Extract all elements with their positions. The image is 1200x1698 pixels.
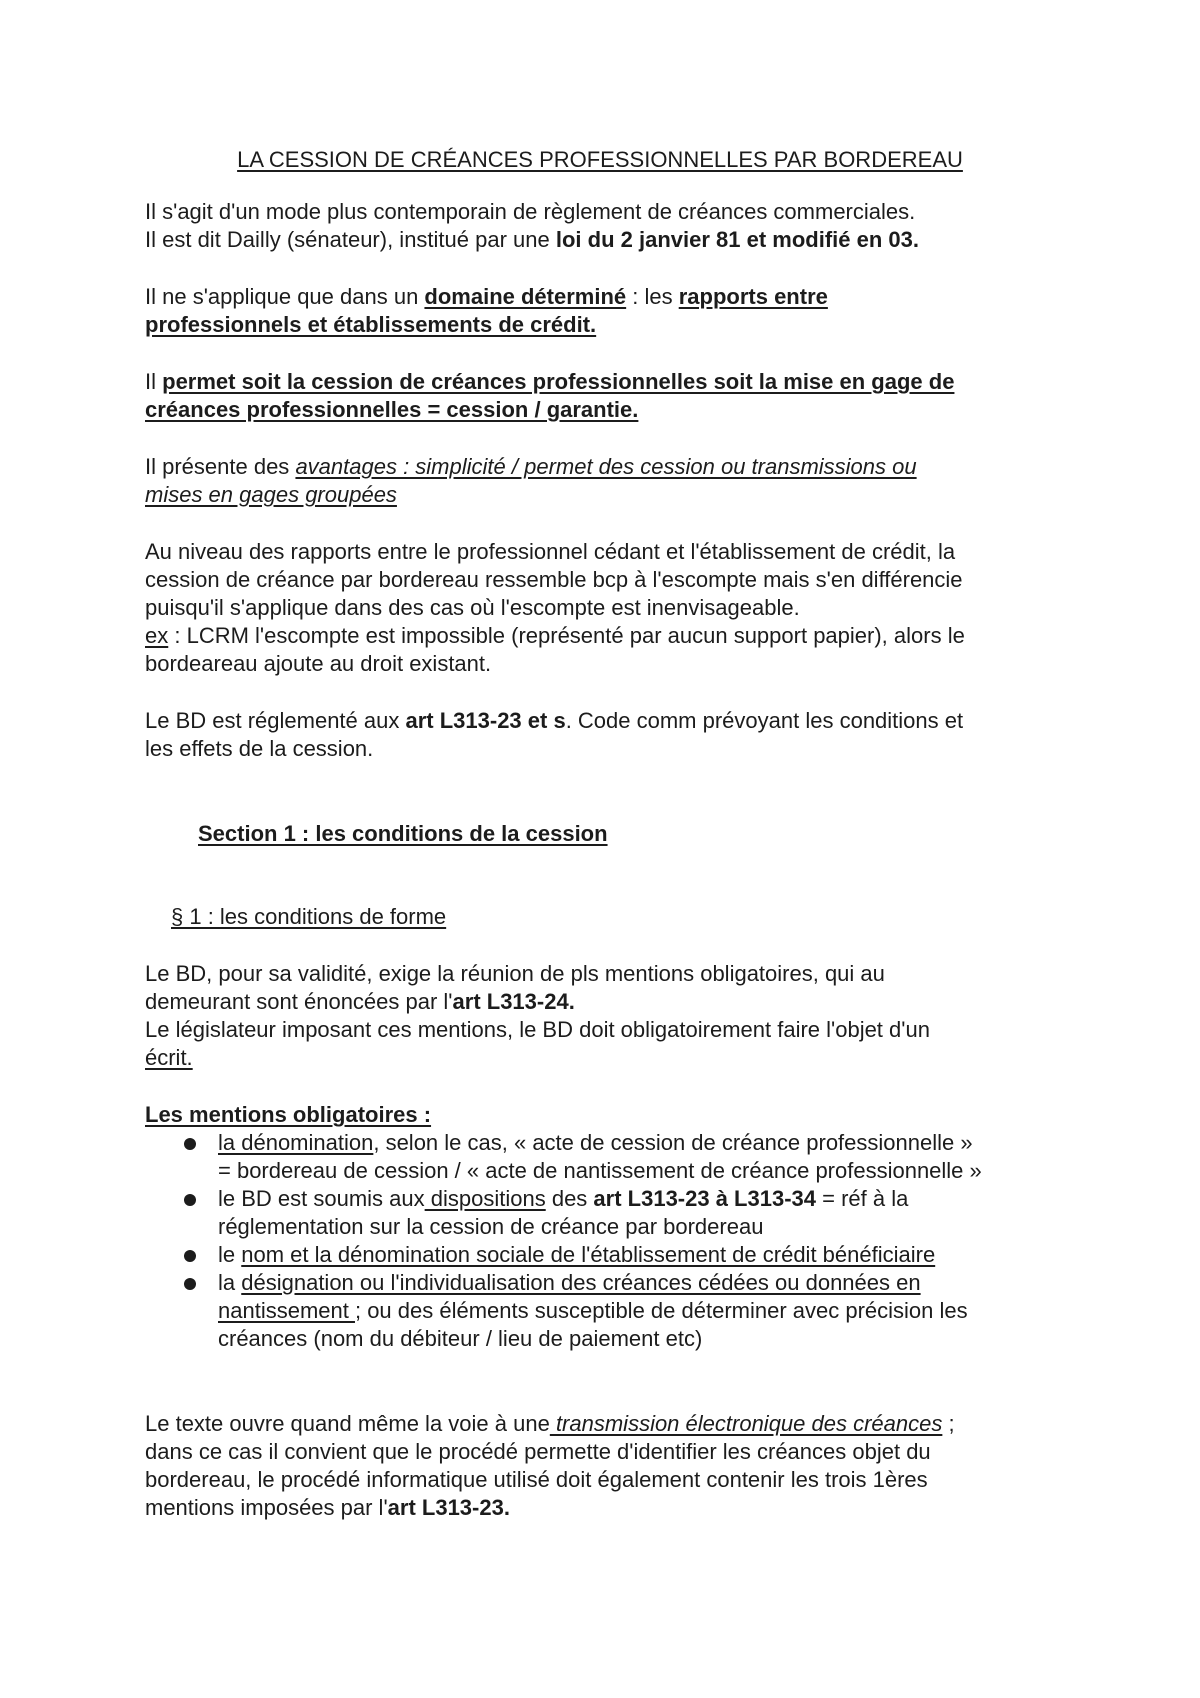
section-1-heading: Section 1 : les conditions de la cession	[198, 821, 608, 846]
mention-item-3: le nom et la dénomination sociale de l'établissement de crédit bénéficiaire	[218, 1242, 936, 1267]
texte-line-2: dans ce cas il convient que le procédé permette d'identifier les créances objet du	[145, 1439, 931, 1464]
permet-line-2: créances professionnelles = cession / garantie.	[145, 397, 639, 422]
forme-line-1: Le BD, pour sa validité, exige la réunion de pls mentions obligatoires, qui au	[145, 961, 885, 986]
bullet-icon	[184, 1138, 196, 1150]
mention-item-1-line-2: = bordereau de cession / « acte de nantissement de créance professionnelle »	[218, 1158, 982, 1183]
mention-item-2-line-1: le BD est soumis aux dispositions des art L313-23 à L313-34 = réf à la	[218, 1186, 909, 1211]
forme-line-4: écrit.	[145, 1045, 193, 1070]
mention-item-2-line-2: réglementation sur la cession de créance par bordereau	[218, 1214, 764, 1239]
document-title: LA CESSION DE CRÉANCES PROFESSIONNELLES PAR BORDEREAU	[237, 147, 963, 172]
texte-line-1: Le texte ouvre quand même la voie à une transmission électronique des créances ;	[145, 1411, 955, 1436]
permet-line-1: Il permet soit la cession de créances professionnelles soit la mise en gage de	[145, 369, 955, 394]
niveau-line-2: cession de créance par bordereau ressemble bcp à l'escompte mais s'en différencie	[145, 567, 963, 592]
niveau-line-4: ex : LCRM l'escompte est impossible (représenté par aucun support papier), alors le	[145, 623, 965, 648]
mention-item-4-line-1: la désignation ou l'individualisation des créances cédées ou données en	[218, 1270, 921, 1295]
domaine-line-1: Il ne s'applique que dans un domaine déterminé : les rapports entre	[145, 284, 828, 309]
texte-line-4: mentions imposées par l'art L313-23.	[145, 1495, 510, 1520]
intro-line-2: Il est dit Dailly (sénateur), institué par une loi du 2 janvier 81 et modifié en 03.	[145, 227, 919, 252]
paragraph-1-heading: § 1 : les conditions de forme	[171, 904, 447, 929]
niveau-line-3: puisqu'il s'applique dans des cas où l'escompte est inenvisageable.	[145, 595, 800, 620]
domaine-line-2: professionnels et établissements de crédit.	[145, 312, 597, 337]
mentions-heading: Les mentions obligatoires :	[145, 1102, 432, 1127]
mention-item-1-line-1: la dénomination, selon le cas, « acte de cession de créance professionnelle »	[218, 1130, 973, 1155]
bullet-icon	[184, 1278, 196, 1290]
avantages-line-1: Il présente des avantages : simplicité / permet des cession ou transmissions ou	[145, 454, 917, 479]
mention-item-4-line-2: nantissement ; ou des éléments susceptible de déterminer avec précision les	[218, 1298, 968, 1323]
niveau-line-1: Au niveau des rapports entre le professionnel cédant et l'établissement de crédit, la	[145, 539, 956, 564]
forme-line-2: demeurant sont énoncées par l'art L313-24.	[145, 989, 575, 1014]
mention-item-4-line-3: créances (nom du débiteur / lieu de paiement etc)	[218, 1326, 703, 1351]
avantages-line-2: mises en gages groupées	[145, 482, 397, 507]
forme-line-3: Le législateur imposant ces mentions, le BD doit obligatoirement faire l'objet d'un	[145, 1017, 930, 1042]
intro-line-1: Il s'agit d'un mode plus contemporain de règlement de créances commerciales.	[145, 199, 916, 224]
texte-line-3: bordereau, le procédé informatique utilisé doit également contenir les trois 1ères	[145, 1467, 928, 1492]
bullet-icon	[184, 1194, 196, 1206]
bullet-icon	[184, 1250, 196, 1262]
bd-line-2: les effets de la cession.	[145, 736, 374, 761]
niveau-line-5: bordeareau ajoute au droit existant.	[145, 651, 492, 676]
bd-line-1: Le BD est réglementé aux art L313-23 et s. Code comm prévoyant les conditions et	[145, 708, 964, 733]
